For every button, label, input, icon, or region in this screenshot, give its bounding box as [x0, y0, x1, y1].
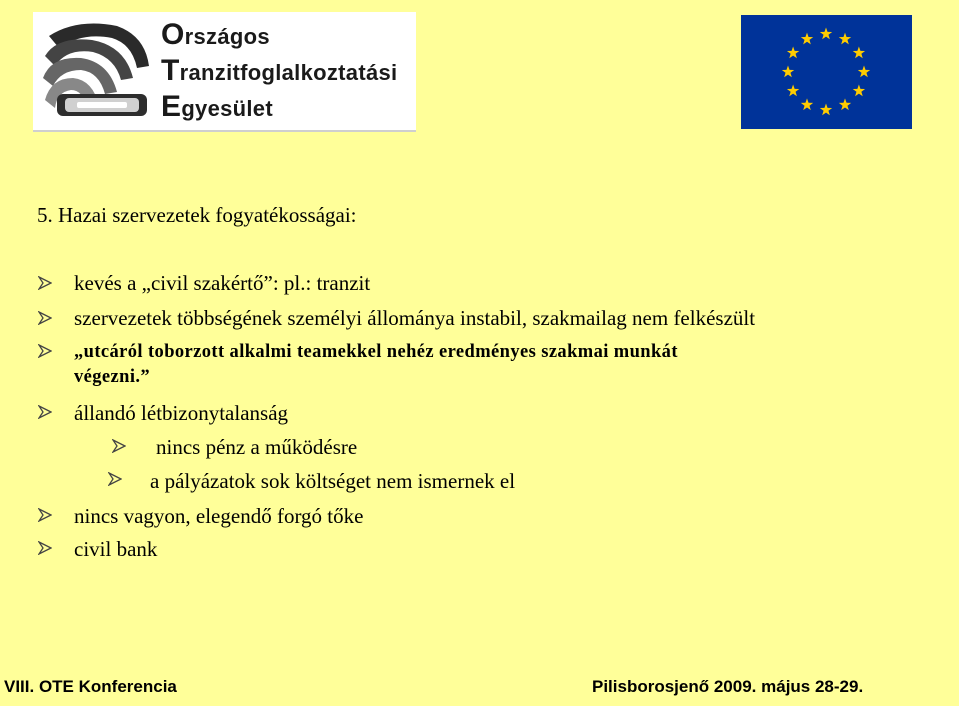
eu-flag-icon: [741, 15, 912, 129]
list-item: szervezetek többségének személyi állománya instabil, szakmailag nem felkészült: [74, 306, 756, 330]
arrow-bullet-icon: [38, 276, 52, 290]
arrow-bullet-icon: [38, 405, 52, 419]
logo-line-2: Tranzitfoglalkoztatási: [161, 54, 398, 87]
logo-swirl-icon: [37, 16, 157, 126]
list-item-continuation: végezni.”: [74, 367, 151, 387]
arrow-bullet-icon: [38, 344, 52, 358]
list-item: civil bank: [74, 537, 158, 561]
organization-logo: [33, 12, 416, 132]
sub-list-item: a pályázatok sok költséget nem ismernek el: [150, 469, 516, 493]
sub-list-item: nincs pénz a működésre: [156, 435, 358, 459]
footer-place-date: Pilisborosjenő 2009. május 28-29.: [592, 677, 864, 696]
arrow-bullet-icon: [112, 439, 126, 453]
arrow-bullet-icon: [38, 508, 52, 522]
footer-conference: VIII. OTE Konferencia: [4, 677, 177, 696]
arrow-bullet-icon: [108, 472, 122, 486]
logo-wordmark: [161, 18, 397, 126]
section-heading: 5. Hazai szervezetek fogyatékosságai:: [37, 203, 357, 227]
logo-line-1: Országos: [161, 18, 270, 51]
logo-line-3: Egyesület: [161, 90, 273, 123]
list-item: kevés a „civil szakértő”: pl.: tranzit: [74, 271, 371, 295]
arrow-bullet-icon: [38, 541, 52, 555]
list-item: „utcáról toborzott alkalmi teamekkel nehéz eredményes szakmai munkát: [74, 342, 678, 362]
arrow-bullet-icon: [38, 311, 52, 325]
list-item: nincs vagyon, elegendő forgó tőke: [74, 504, 364, 528]
list-item: állandó létbizonytalanság: [74, 401, 289, 425]
